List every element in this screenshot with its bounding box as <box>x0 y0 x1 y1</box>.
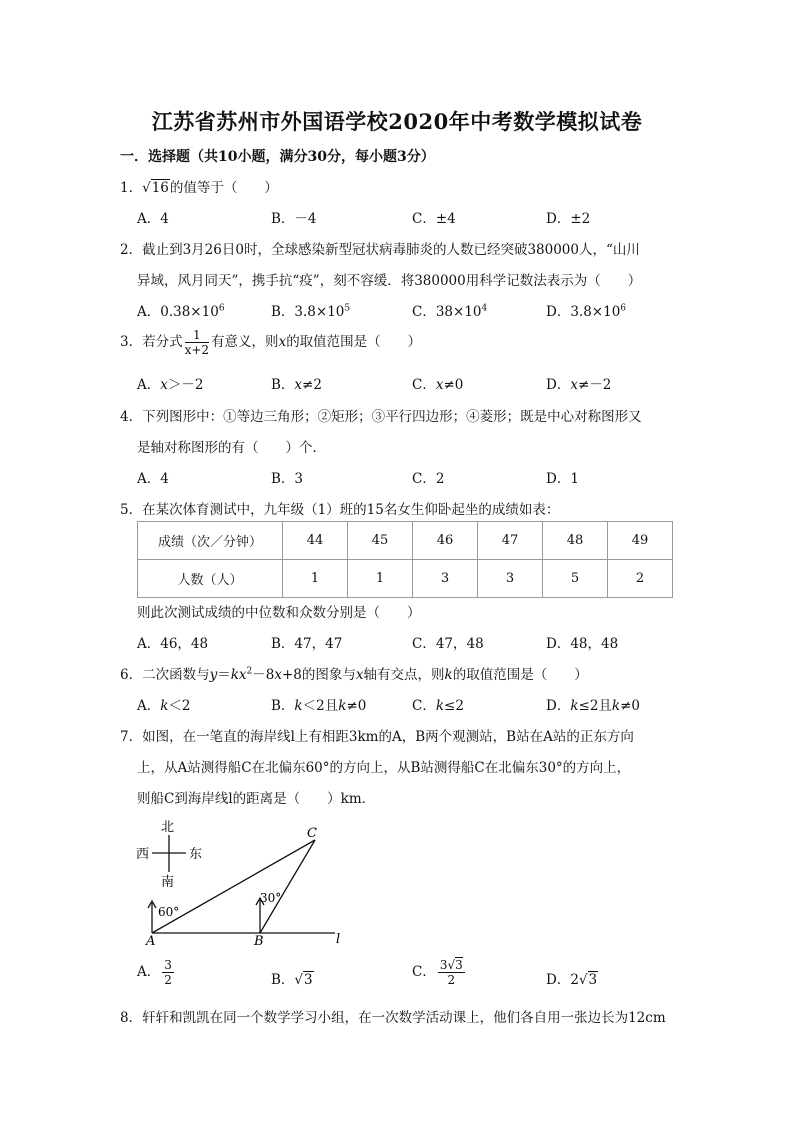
point-c-label: C <box>307 826 317 841</box>
q2-option-d: D．$3.8\times 10^6$ <box>546 303 627 320</box>
question-5-stem: 5．在某次体育测试中，九年级（1）班的15名女生仰卧起坐的成绩如表： <box>120 502 560 518</box>
q4-option-c: C．2 <box>412 471 445 487</box>
table-cell: 45 <box>348 522 413 560</box>
table-cell: 3 <box>478 560 543 598</box>
table-cell: 2 <box>608 560 673 598</box>
q3-option-b: B．x≠2 <box>271 377 322 393</box>
table-row <box>138 522 673 560</box>
q5-option-c: C．47，48 <box>412 636 484 652</box>
q4-option-a: A．4 <box>137 471 169 487</box>
q5-option-a: A．46，48 <box>137 636 209 652</box>
compass-north-label: 北 <box>161 820 175 835</box>
question-2-line-2: 异域，风月同天”，携手抗“疫”，刻不容缓．将380000用科学记数法表示为（ ） <box>137 273 642 289</box>
q7-option-b: B．√3 <box>271 972 313 988</box>
q3-option-a: A．x＞－2 <box>137 377 204 393</box>
table-cell: 47 <box>478 522 543 560</box>
question-4-line-2: 是轴对称图形的有（ ）个． <box>137 440 326 456</box>
q5-option-b: B．47，47 <box>271 636 343 652</box>
question-4-line-1: 4．下列图形中：①等边三角形；②矩形；③平行四边形；④菱形；既是中心对称图形又 <box>120 409 642 425</box>
score-table <box>137 521 673 598</box>
point-a-label: A <box>146 934 156 949</box>
line-l-label: l <box>336 932 341 947</box>
question-7-line-1: 7．如图，在一笔直的海岸线l上有相距3km的A，B两个观测站，B站在A站的正东方向 <box>120 729 634 745</box>
table-cell: 48 <box>543 522 608 560</box>
compass-south-label: 南 <box>161 875 175 890</box>
q1-option-c: C．±4 <box>412 211 456 227</box>
q6-option-a: A．k＜2 <box>137 698 191 714</box>
q1-option-a: A．4 <box>137 211 169 227</box>
q6-option-c: C．k≤2 <box>412 698 464 714</box>
table-cell: 49 <box>608 522 673 560</box>
point-b-label: B <box>254 934 264 949</box>
q6-option-d: D．k≤2且k≠0 <box>546 698 641 714</box>
coastline-figure <box>130 815 360 950</box>
table-cell: 成绩（次／分钟） <box>138 522 283 560</box>
q1-option-d: D．±2 <box>546 211 591 227</box>
q6-option-b: B．k＜2且k≠0 <box>271 698 367 714</box>
q5-option-d: D．48，48 <box>546 636 619 652</box>
q3-option-c: C．x≠0 <box>412 377 464 393</box>
fraction: $\frac{1}{x+2}$ <box>184 328 210 357</box>
table-cell: 46 <box>413 522 478 560</box>
question-6-stem: 6．二次函数与$y=kx^2-8x+8$的图象与x轴有交点，则k的取值范围是（ ） <box>120 666 588 683</box>
q2-option-a: A．$0.38\times 10^6$ <box>137 303 225 320</box>
line-bc <box>260 840 315 933</box>
table-cell: 人数（人） <box>138 560 283 598</box>
question-2-line-1: 2．截止到3月26日0时，全球感染新型冠状病毒肺炎的人数已经突破380000人，“山川 <box>120 242 640 258</box>
question-number: 1． <box>120 180 143 196</box>
q7-option-d: D．2√3 <box>546 972 598 988</box>
q2-option-c: C．$38\times 10^4$ <box>412 303 488 320</box>
question-7-line-2: 上，从A站测得船C在北偏东60°的方向上，从B站测得船C在北偏东30°的方向上， <box>137 760 631 776</box>
angle-b-label: 30° <box>260 891 282 905</box>
page-title: 江苏省苏州市外国语学校2020年中考数学模拟试卷 <box>151 109 643 134</box>
question-7-line-3: 则船C到海岸线l的距离是（ ）km． <box>137 791 376 807</box>
table-cell: 44 <box>283 522 348 560</box>
question-8-line-1: 8．轩轩和凯凯在同一个数学学习小组，在一次数学活动课上，他们各自用一张边长为12cm <box>120 1010 666 1026</box>
q3-option-d: D．x≠－2 <box>546 377 612 393</box>
q2-option-b: B．$3.8\times 10^5$ <box>271 303 351 320</box>
q1-option-b: B．－4 <box>271 211 317 227</box>
question-3-stem: 3．若分式 $\frac{1}{x+2}$ 有意义，则x的取值范围是（ ） <box>120 328 422 357</box>
fraction: $\frac{3}{2}$ <box>164 958 172 987</box>
question-1-stem: 1．√16的值等于（ ） <box>120 180 278 196</box>
line-ac <box>152 840 315 933</box>
table-cell: 3 <box>413 560 478 598</box>
fraction: $\frac{3√3}{2}$ <box>439 958 463 987</box>
q7-option-a: A． $\frac{3}{2}$ <box>137 958 172 987</box>
compass-east-label: 东 <box>189 847 203 862</box>
table-row <box>138 560 673 598</box>
question-5-question: 则此次测试成绩的中位数和众数分别是（ ） <box>137 605 421 621</box>
table-cell: 1 <box>283 560 348 598</box>
q7-option-c: C． $\frac{3√3}{2}$ <box>412 958 463 987</box>
sqrt-16: √16 <box>142 180 169 196</box>
q4-option-d: D．1 <box>546 471 579 487</box>
q4-option-b: B．3 <box>271 471 304 487</box>
table-cell: 5 <box>543 560 608 598</box>
section-heading: 一．选择题（共10小题，满分30分，每小题3分） <box>120 149 435 165</box>
angle-a-label: 60° <box>158 905 180 919</box>
table-cell: 1 <box>348 560 413 598</box>
compass-west-label: 西 <box>136 847 150 862</box>
